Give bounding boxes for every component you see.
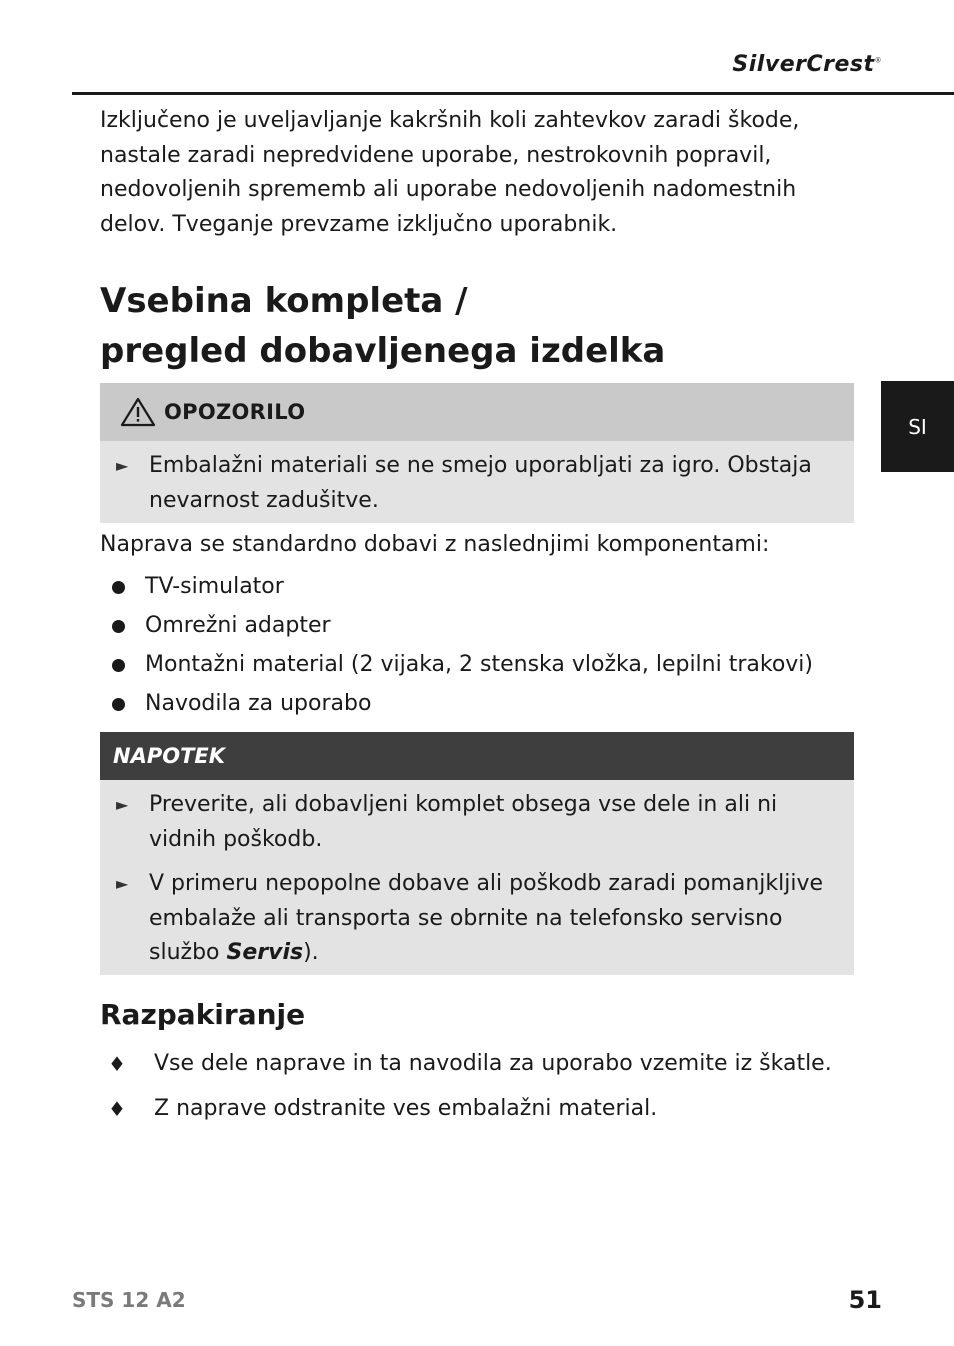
diamond-icon: ♦ bbox=[108, 1052, 126, 1076]
arrow-icon: ► bbox=[116, 795, 129, 814]
section2-title: Razpakiranje bbox=[100, 998, 306, 1031]
intro-paragraph: Izključeno je uveljavljanje kakršnih koli zahtevkov zaradi škode, nastale zaradi nepredvidene uporabe, nestrokovnih popravil, nedovoljenih sprememb ali uporabe nedovoljenih nadomestnih delov. Tveganje prevzame izključno uporabnik. bbox=[100, 108, 800, 237]
warning-header bbox=[100, 383, 854, 441]
service-ref: Servis bbox=[226, 940, 304, 965]
arrow-icon: ► bbox=[116, 456, 129, 475]
note-header bbox=[100, 732, 854, 780]
supply-intro: Naprava se standardno dobavi z naslednjimi komponentami: bbox=[100, 532, 770, 557]
brand-logo: SilverCrest® bbox=[732, 52, 882, 77]
bullet-icon bbox=[112, 698, 125, 711]
bullet-icon bbox=[112, 581, 125, 594]
warning-triangle-icon bbox=[120, 397, 156, 427]
diamond-icon: ♦ bbox=[108, 1097, 126, 1121]
bullet-icon bbox=[112, 620, 125, 633]
warning-label: OPOZORILO bbox=[164, 400, 306, 424]
header-rule bbox=[72, 92, 954, 95]
note-body: ► Preverite, ali dobavljeni komplet obsega vse dele in ali ni vidnih poškodb. ► V primeru nepopolne dobave ali poškodb zaradi pomanjkljive embalaže ali transporta se obrnite na telefonsko servisno službo Servis). bbox=[100, 780, 854, 975]
note-label: NAPOTEK bbox=[113, 744, 226, 768]
warning-body: ► Embalažni materiali se ne smejo uporabljati za igro. Obstaja nevarnost zadušitve. bbox=[100, 441, 854, 523]
section-title: Vsebina kompleta / pregled dobavljenega izdelka bbox=[100, 281, 666, 371]
language-tab: SI bbox=[881, 381, 954, 472]
bullet-icon bbox=[112, 659, 125, 672]
page-number: 51 bbox=[848, 1286, 882, 1314]
model-number: STS 12 A2 bbox=[72, 1288, 186, 1312]
arrow-icon: ► bbox=[116, 874, 129, 893]
